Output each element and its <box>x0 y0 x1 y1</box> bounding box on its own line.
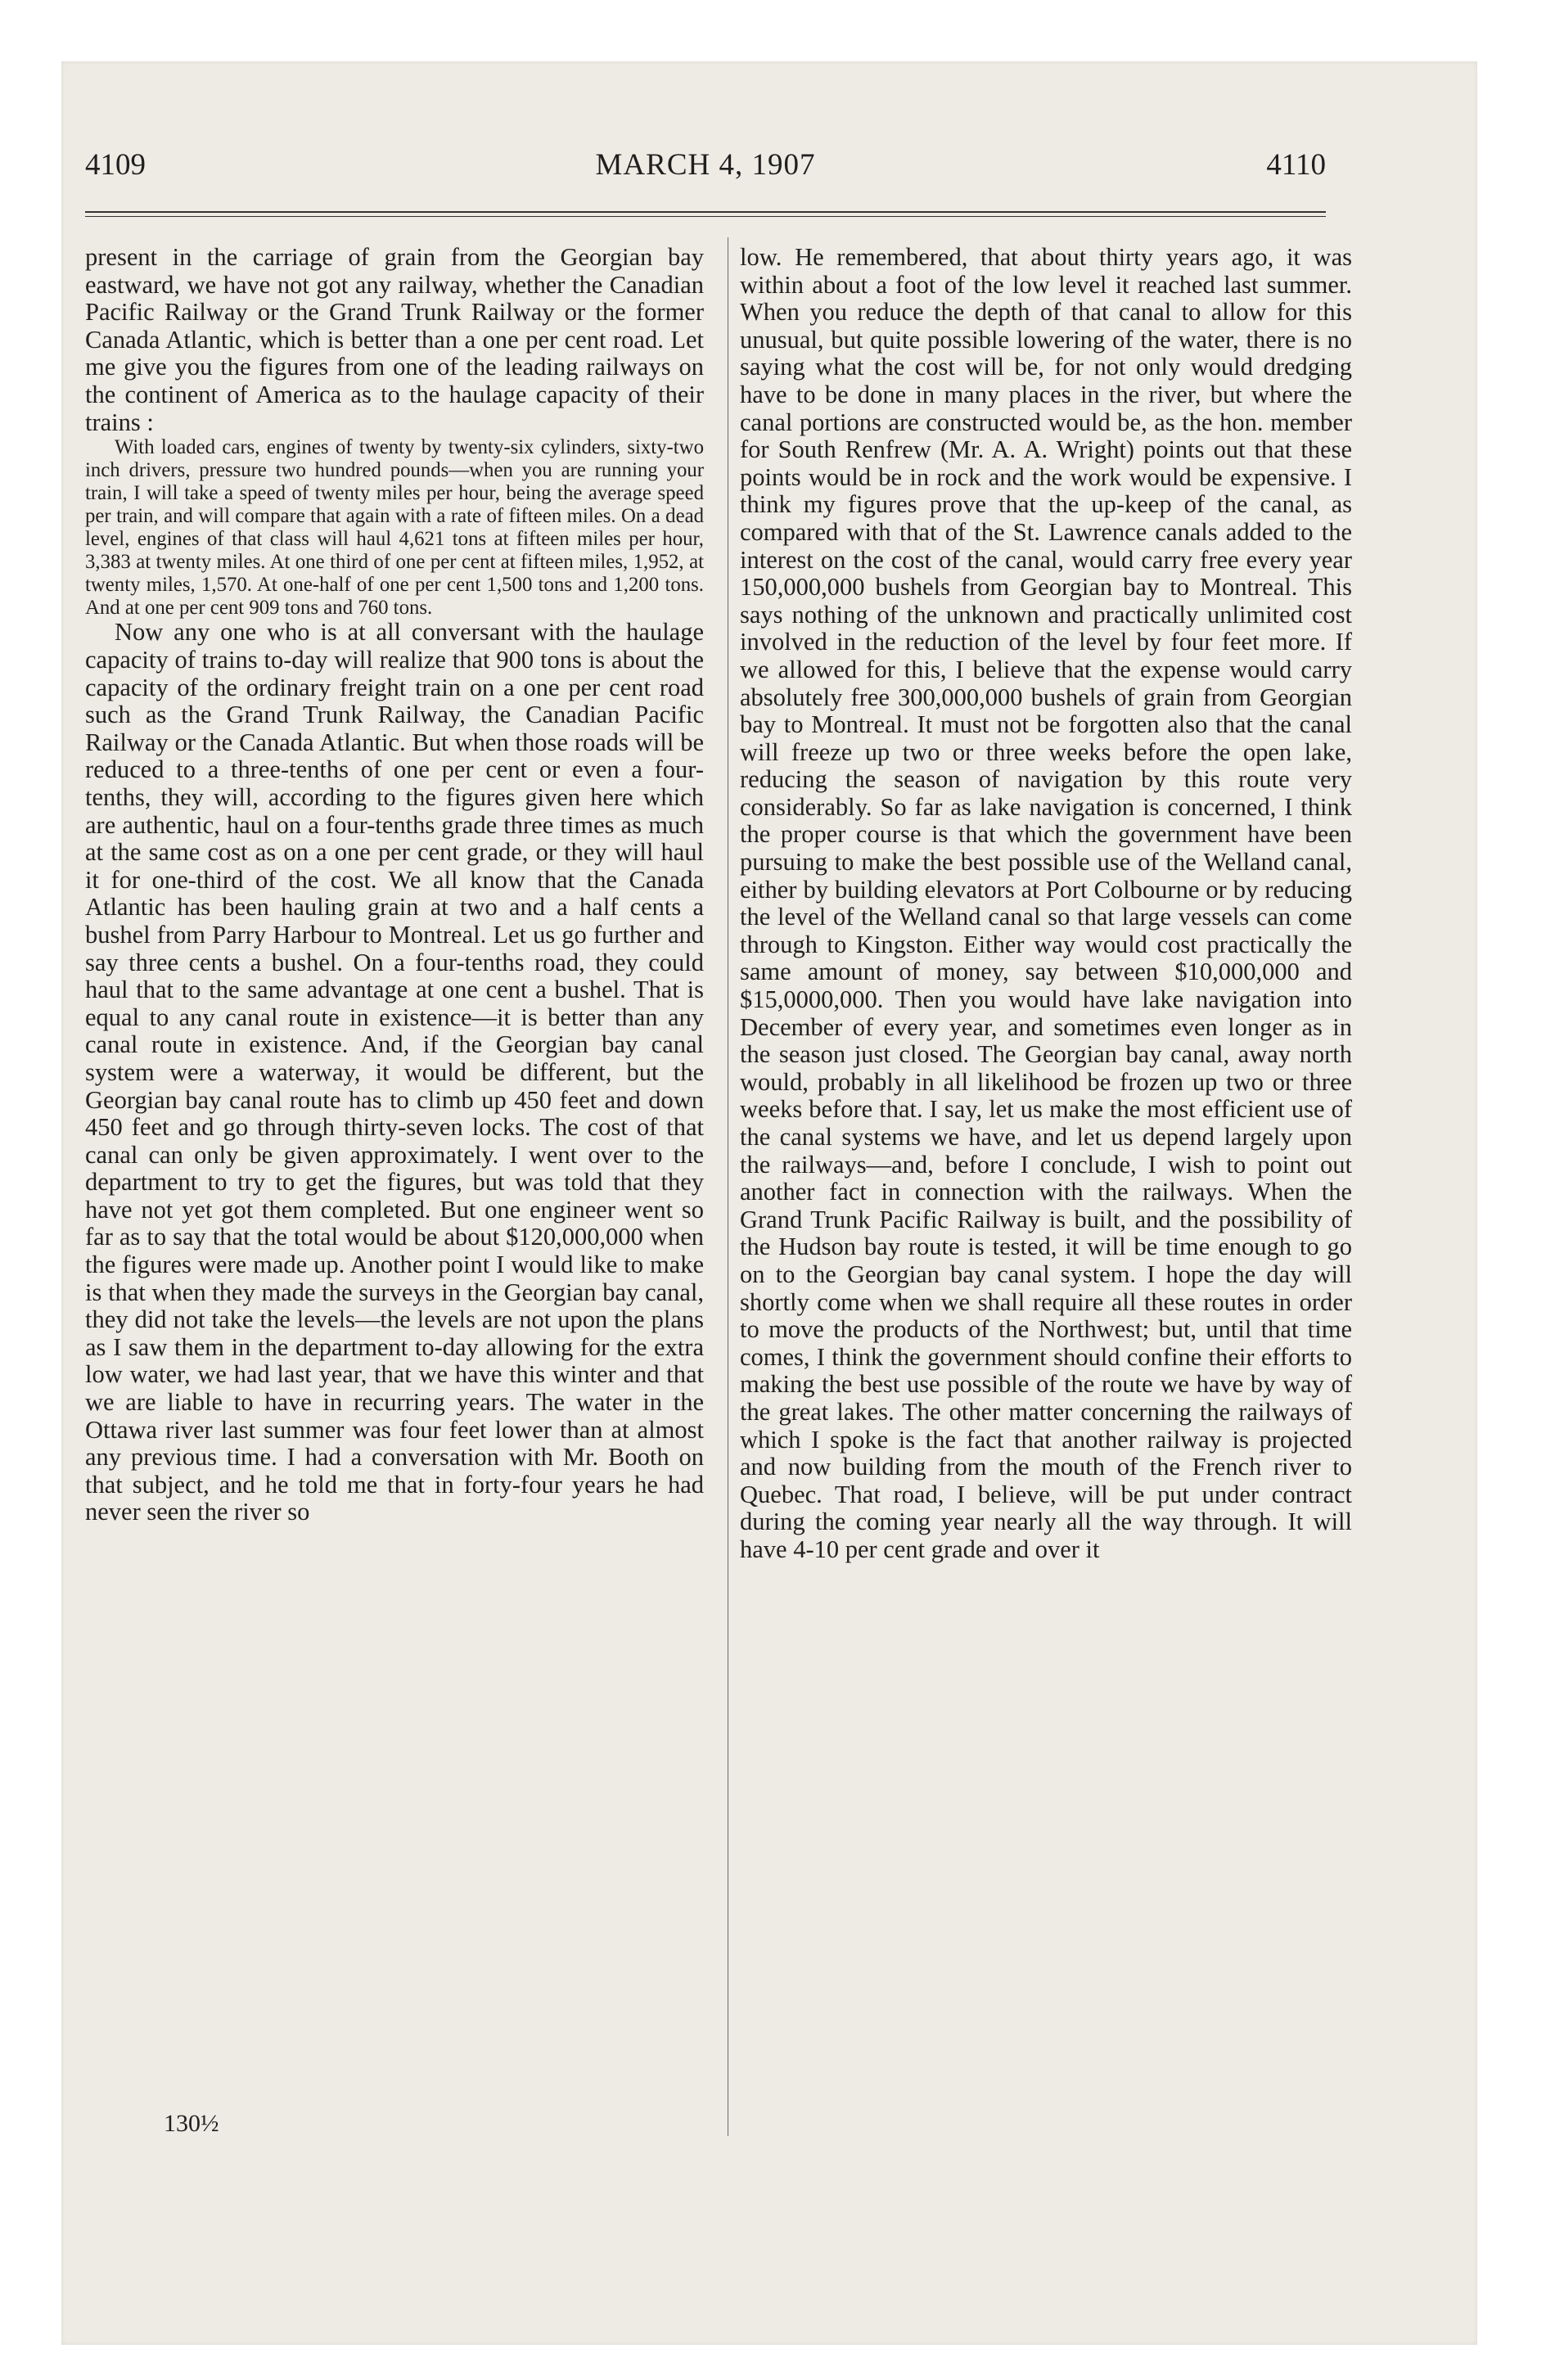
paragraph: low. He remembered, that about thirty years ago, it was within about a foot of the low level it reached last summer. When you reduce the depth of that canal to allow for this unusual, but quite possible lowering of the water, there is no saying what the cost will be, for not only would dredging have to be done in many places in the river, but where the canal portions are constructed would be, as the hon. member for South Renfrew (Mr. A. A. Wright) points out that these points would be in rock and the work would be expensive. I think my figures prove that the up-keep of the canal, as compared with that of the St. Lawrence canals added to the interest on the cost of the canal, would carry free every year 150,000,000 bushels from Georgian bay to Montreal. This says nothing of the unknown and practically unlimited cost involved in the reduction of the level by four feet more. If we allowed for this, I believe that the expense would carry absolutely free 300,000,000 bushels of grain from Georgian bay to Montreal. It must not be forgotten also that the canal will freeze up two or three weeks before the open lake, reducing the season of navigation by this route very considerably. So far as lake navigation is concerned, I think the proper course is that which the government have been pursuing to make the best possible use of the Welland canal, either by building elevators at Port Colbourne or by reducing the level of the Welland canal so that large vessels can come through to Kingston. Either way would cost practically the same amount of money, say between $10,000,000 and $15,0000,000. Then you would have lake navigation into December of every year, and sometimes even longer as in the season just closed. The Georgian bay canal, away north would, probably in all likelihood be frozen up two or three weeks before that. I say, let us make the most efficient use of the canal systems we have, and let us depend largely upon the railways—and, before I conclude, I wish to point out another fact in connection with the railways. When the Grand Trunk Pacific Railway is built, and the possibility of the Hudson bay route is tested, it will be time enough to go on to the Georgian bay canal system. I hope the day will shortly come when we shall require all these routes in order to move the products of the Northwest; but, until that time comes, I think the government should confine their efforts to making the best use possible of the route we have by way of the great lakes. The other matter concerning the railways of which I spoke is the fact that another railway is projected and now building from the mouth of the French river to Quebec. That road, I believe, will be put under contract during the coming year nearly all the way through. It will have 4-10 per cent grade and over it <box>740 243 1352 1563</box>
folio-mark: 130½ <box>164 2110 219 2137</box>
page-date: MARCH 4, 1907 <box>595 148 816 182</box>
page-header <box>85 147 1326 188</box>
quoted-figures: With loaded cars, engines of twenty by twenty-six cylinders, sixty-two inch drivers, pressure two hundred pounds—when you are running your train, I will take a speed of twenty miles per hour, being the average speed per train, and will compare that again with a rate of fifteen miles. On a dead level, engines of that class will haul 4,621 tons at fifteen miles per hour, 3,383 at twenty miles. At one third of one per cent at fifteen miles, 1,952, at twenty miles, 1,570. At one-half of one per cent 1,500 tons and 1,200 tons. And at one per cent 909 tons and 760 tons. <box>85 436 704 619</box>
header-rule-top <box>85 211 1326 213</box>
paragraph: present in the carriage of grain from the Georgian bay eastward, we have not got any railway, whether the Canadian Pacific Railway or the Grand Trunk Railway or the former Canada Atlantic, which is better than a one per cent road. Let me give you the figures from one of the leading railways on the continent of America as to the haulage capacity of their trains : <box>85 243 704 436</box>
page-number-right: 4110 <box>1266 148 1326 182</box>
left-column <box>85 244 704 1526</box>
page-number-left: 4109 <box>85 148 146 182</box>
paragraph: Now any one who is at all conversant with the haulage capacity of trains to-day will realize that 900 tons is about the capacity of the ordinary freight train on a one per cent road such as the Grand Trunk Railway, the Canadian Pacific Railway or the Canada Atlantic. But when those roads will be reduced to a three-tenths of one per cent or even a four-tenths, they will, according to the figures given here which are authentic, haul on a four-tenths grade three times as much at the same cost as on a one per cent grade, or they will haul it for one-third of the cost. We all know that the Canada Atlantic has been hauling grain at two and a half cents a bushel from Parry Harbour to Montreal. Let us go further and say three cents a bushel. On a four-tenths road, they could haul that to the same advantage at one cent a bushel. That is equal to any canal route in existence—it is better than any canal route in existence. And, if the Georgian bay canal system were a waterway, it would be different, but the Georgian bay canal route has to climb up 450 feet and down 450 feet and go through thirty-seven locks. The cost of that canal can only be given approximately. I went over to the department to try to get the figures, but was told that they have not yet got them completed. But one engineer went so far as to say that the total would be about $120,000,000 when the figures were made up. Another point I would like to make is that when they made the surveys in the Georgian bay canal, they did not take the levels—the levels are not upon the plans as I saw them in the department to-day allowing for the extra low water, we had last year, that we have this winter and that we are liable to have in recurring years. The water in the Ottawa river last summer was four feet lower than at almost any previous time. I had a conversation with Mr. Booth on that subject, and he told me that in forty-four years he had never seen the river so <box>85 618 704 1526</box>
header-rule-bottom <box>85 216 1326 217</box>
right-column <box>740 244 1352 1564</box>
